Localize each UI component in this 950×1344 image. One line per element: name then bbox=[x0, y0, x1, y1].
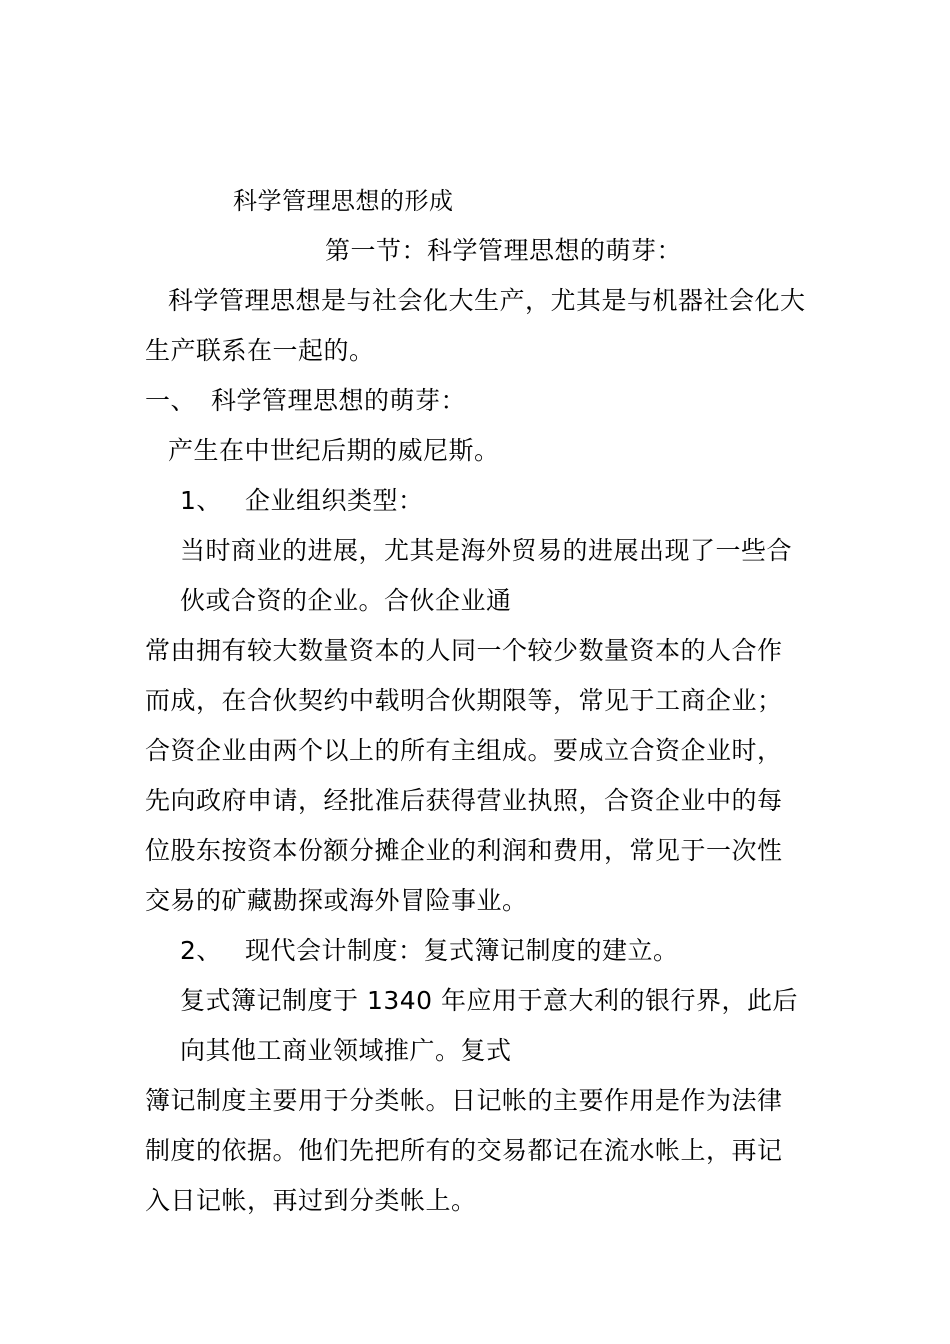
item1-line-5: 合资企业由两个以上的所有主组成。要成立合资企业时， bbox=[145, 736, 783, 765]
item1-number: 1、 bbox=[180, 486, 222, 515]
item1-line-4: 而成，在合伙契约中载明合伙期限等，常见于工商企业； bbox=[145, 686, 783, 715]
item2-line-4: 制度的依据。他们先把所有的交易都记在流水帐上，再记 bbox=[145, 1136, 783, 1165]
intro-line-1: 科学管理思想是与社会化大生产，尤其是与机器社会化大 bbox=[168, 286, 806, 315]
intro-line-2: 生产联系在一起的。 bbox=[145, 336, 375, 365]
item1-line-8: 交易的矿藏勘探或海外冒险事业。 bbox=[145, 886, 528, 915]
item1-line-3: 常由拥有较大数量资本的人同一个较少数量资本的人合作 bbox=[145, 636, 783, 665]
item2-line-1: 复式簿记制度于 1340 年应用于意大利的银行界，此后 bbox=[180, 986, 799, 1015]
item1-line-2: 伙或合资的企业。合伙企业通 bbox=[180, 586, 512, 615]
section-heading: 第一节：科学管理思想的萌芽： bbox=[325, 236, 683, 265]
item1-line-6: 先向政府申请，经批准后获得营业执照，合资企业中的每 bbox=[145, 786, 783, 815]
item2-number: 2、 bbox=[180, 936, 222, 965]
document-title: 科学管理思想的形成 bbox=[233, 187, 454, 215]
item2-line-5: 入日记帐，再过到分类帐上。 bbox=[145, 1186, 477, 1215]
item1-line-1: 当时商业的进展，尤其是海外贸易的进展出现了一些合 bbox=[180, 536, 793, 565]
heading-one-text: 科学管理思想的萌芽： bbox=[211, 386, 467, 415]
heading-one-number: 一、 bbox=[145, 386, 197, 415]
origin-line: 产生在中世纪后期的威尼斯。 bbox=[168, 436, 500, 465]
item1-line-7: 位股东按资本份额分摊企业的利润和费用，常见于一次性 bbox=[145, 836, 783, 865]
item1-heading: 企业组织类型： bbox=[245, 486, 424, 515]
item2-line-2: 向其他工商业领域推广。复式 bbox=[180, 1036, 512, 1065]
item2-heading: 现代会计制度：复式簿记制度的建立。 bbox=[245, 936, 679, 965]
item2-line-3: 簿记制度主要用于分类帐。日记帐的主要作用是作为法律 bbox=[145, 1086, 783, 1115]
